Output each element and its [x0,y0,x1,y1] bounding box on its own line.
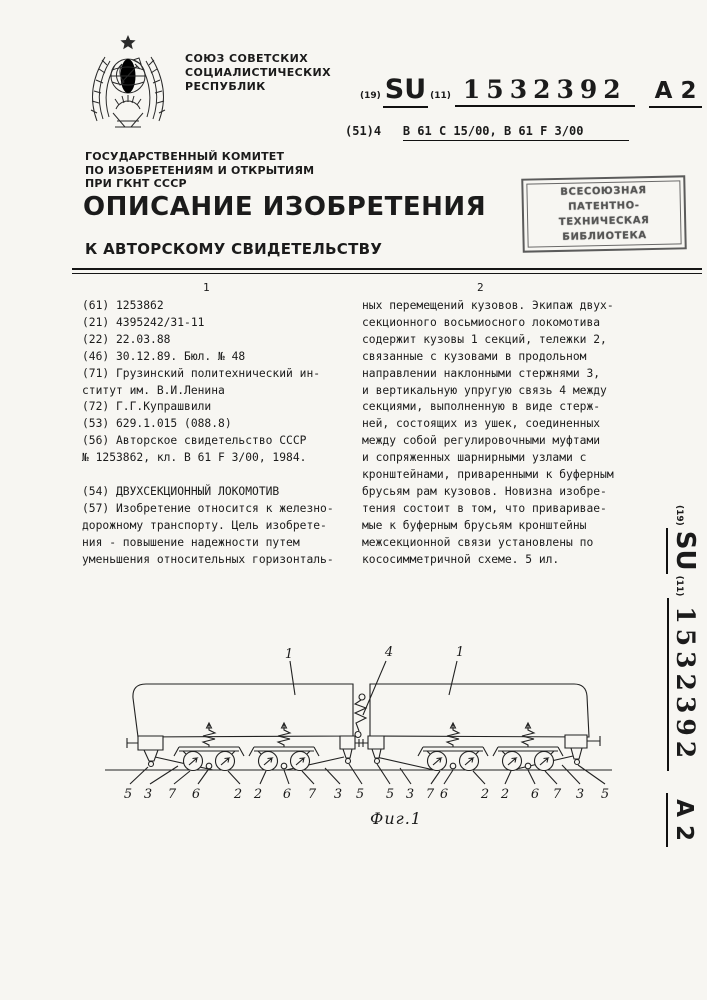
right-outer-buffer [565,735,600,765]
intersection-spring-link [355,694,366,738]
fig-label-top: 1 [455,645,465,660]
fig-label: 7 [167,787,177,802]
coupling [355,739,368,747]
side-mid: (11) [674,575,684,597]
doc-prefix: (19) [360,91,381,101]
fig-label-top: 1 [284,647,294,662]
left-outer-buffer [127,736,163,767]
fig-label: 2 [233,787,243,802]
side-kind: A 2 [666,793,697,847]
center-buffers [340,736,384,764]
fig-label: 5 [123,787,133,802]
right-car-body [370,684,589,737]
fig-label: 2 [253,787,263,802]
fig-label: 7 [552,787,562,802]
committee-name: ГОСУДАРСТВЕННЫЙ КОМИТЕТ ПО ИЗОБРЕТЕНИЯМ И ОТКРЫТИЯМ ПРИ ГКНТ СССР [85,150,315,190]
fig-label: 6 [530,787,540,802]
fig-label: 2 [500,787,510,802]
fig-label: 6 [439,787,449,802]
header-divider [72,268,702,274]
ipc-codes: B 61 C 15/00, B 61 F 3/00 [403,124,630,141]
library-stamp [521,175,687,252]
fig-label: 6 [282,787,292,802]
side-number: 1532392 [667,598,700,771]
ussr-emblem [83,33,173,135]
ipc-prefix: (51)4 [345,124,382,138]
fig-label: 6 [191,787,201,802]
star-icon [120,35,135,49]
fig-label: 2 [480,787,490,802]
left-car-body [133,684,353,737]
fig-label: 7 [307,787,317,802]
fig-label: 5 [385,787,395,802]
page-title: ОПИСАНИЕ ИЗОБРЕТЕНИЯ [83,192,487,222]
fig-label: 3 [405,787,415,802]
doc-country: SU [383,74,428,108]
abstract-column: ных перемещений кузовов. Экипаж двух- секционного восьмиосного локомотива содержит кузовы 1 секций, тележки 2, связанные с кузовами в продольном направлении наклонными стержнями 3, и вертикальную упругую связь 4 между секциями, выполненную в виде стерж- ней, состоящих из ушек, соединенных между собой регулировочными муфтами и сопряженных шарнирными узлами с кронштейнами, приваренными к буферным брусьям рам кузовов. Новизна изобре- тения состоит в том, что приваривае- мые к буферным брусьям кронштейны межсекционной связи установлены по кососимметричной схеме. 5 ил. [362,299,614,566]
side-document-id [666,503,700,847]
column-number-left: 1 [203,281,210,294]
doc-number-value: 1532392 [455,75,635,107]
union-name: СОЮЗ СОВЕТСКИХ СОЦИАЛИСТИЧЕСКИХ РЕСПУБЛИК [185,52,332,93]
bibliographic-column: (61) 1253862 (21) 4395242/31-11 (22) 22.03.88 (46) 30.12.89. Бюл. № 48 (71) Грузинский политехнический ин- ститут им. В.И.Ленина (72) Г.Г.Купрашвили (53) 629.1.015 (088.8) (56) Авторское свидетельство СССР № 1253862, кл. B 61 F 3/00, 1984. (54) ДВУХСЕКЦИОННЫЙ ЛОКОМОТИВ (57) Изобретение относится к железно- дорожному транспорту. Цель изобрете- ния - повышение надежности путем уменьшения относительных горизонталь- [82,299,334,566]
figure-1-drawing [100,640,620,840]
ipc-classification [345,124,629,138]
library-stamp-text: ВСЕСОЮЗНАЯ ПАТЕНТНО-ТЕХНИЧЕСКАЯ БИБЛИОТЕКА [526,180,681,247]
document-number [358,74,702,108]
side-country: SU [666,528,700,574]
column-number-right: 2 [477,281,484,294]
page-subtitle: К АВТОРСКОМУ СВИДЕТЕЛЬСТВУ [85,240,383,258]
fig-label: 5 [355,787,365,802]
fig-label: 3 [575,787,585,802]
doc-kind: A 2 [649,78,703,108]
doc-mid: (11) [430,91,451,101]
fig-label: 7 [425,787,435,802]
fig-label: 5 [600,787,610,802]
figure-caption: Фиг.1 [370,809,422,828]
side-prefix: (19) [674,505,684,526]
fig-label-top: 4 [384,645,394,660]
fig-label: 3 [333,787,343,802]
fig-label: 3 [143,787,153,802]
